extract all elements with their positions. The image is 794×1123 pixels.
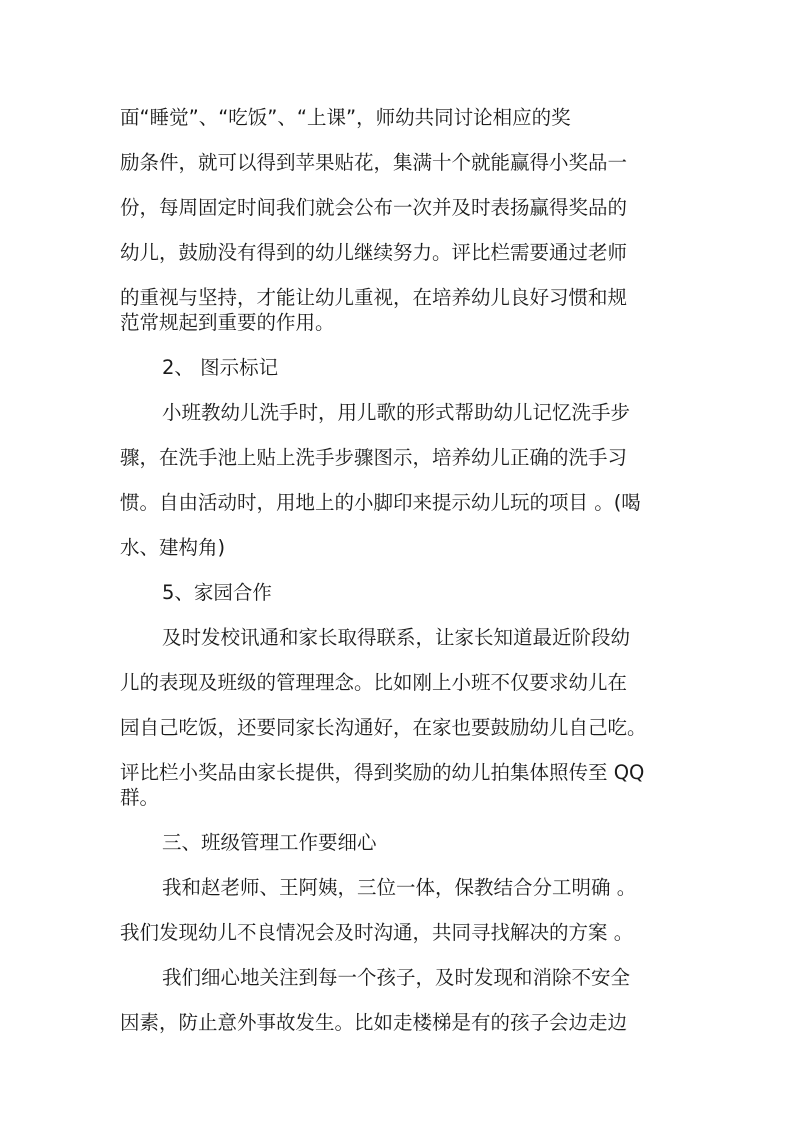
paragraph-line: 园自己吃饭，还要同家长沟通好，在家也要鼓励幼儿自己吃。 [120, 716, 647, 739]
paragraph-line: 群。 [120, 786, 160, 809]
section-heading: 三、班级管理工作要细心 [162, 831, 377, 854]
paragraph-line: 惯。自由活动时，用地上的小脚印来提示幼儿玩的项目 。(喝 [120, 491, 641, 514]
paragraph-line: 我们细心地关注到每一个孩子，及时发现和消除不安全 [162, 966, 631, 989]
paragraph-line: 我们发现幼儿不良情况会及时沟通，共同寻找解决的方案 。 [120, 921, 634, 944]
paragraph-line: 水、建构角) [120, 536, 226, 559]
paragraph-line: 因素，防止意外事故发生。比如走楼梯是有的孩子会边走边 [120, 1011, 628, 1034]
section-heading: 2、 图示标记 [162, 356, 279, 379]
paragraph-line: 励条件，就可以得到苹果贴花，集满十个就能赢得小奖品一 [120, 151, 628, 174]
paragraph-line: 面“睡觉”、“吃饭”、“上课”，师幼共同讨论相应的奖 [120, 106, 571, 129]
paragraph-line: 小班教幼儿洗手时，用儿歌的形式帮助幼儿记忆洗手步 [162, 401, 631, 424]
paragraph-line: 份，每周固定时间我们就会公布一次并及时表扬赢得奖品的 [120, 196, 628, 219]
paragraph-line: 的重视与坚持，才能让幼儿重视，在培养幼儿良好习惯和规 [120, 286, 628, 309]
paragraph-line: 范常规起到重要的作用。 [120, 311, 335, 334]
paragraph-line: 我和赵老师、王阿姨，三位一体，保教结合分工明确 。 [162, 876, 637, 899]
paragraph-line: 评比栏小奖品由家长提供，得到奖励的幼儿拍集体照传至 QQ [120, 761, 645, 784]
paragraph-line: 儿的表现及班级的管理理念。比如刚上小班不仅要求幼儿在 [120, 671, 628, 694]
section-heading: 5、家园合作 [162, 581, 272, 604]
paragraph-line: 及时发校讯通和家长取得联系，让家长知道最近阶段幼 [162, 626, 631, 649]
paragraph-line: 骤，在洗手池上贴上洗手步骤图示，培养幼儿正确的洗手习 [120, 446, 628, 469]
paragraph-line: 幼儿，鼓励没有得到的幼儿继续努力。评比栏需要通过老师 [120, 241, 628, 264]
